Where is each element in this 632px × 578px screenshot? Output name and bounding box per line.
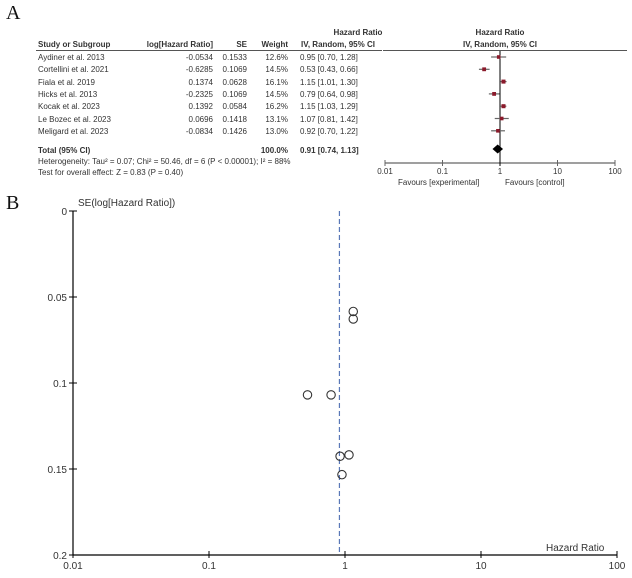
funnel-x-tick-label: 0.01 — [63, 561, 83, 572]
total-ci: 0.91 [0.74, 1.13] — [300, 146, 359, 155]
funnel-x-tick-label: 100 — [608, 561, 626, 572]
weight-value: 12.6% — [265, 53, 288, 62]
loghr-value: -0.6285 — [185, 65, 213, 75]
ci-value: 1.15 [1.03, 1.29] — [300, 102, 358, 112]
se-value: 0.1418 — [222, 114, 247, 124]
funnel-y-tick-label: 0.2 — [53, 551, 67, 562]
col-header-study: Study or Subgroup — [38, 40, 111, 49]
loghr-value: 0.0696 — [188, 114, 213, 124]
study-name: Aydiner et al. 2013 — [38, 53, 105, 62]
favours-experimental-label: Favours [experimental] — [398, 178, 480, 187]
funnel-y-tick-label: 0 — [61, 207, 67, 218]
se-value: 0.1533 — [222, 53, 247, 62]
funnel-study-point — [345, 451, 353, 459]
funnel-x-tick-label: 1 — [342, 561, 348, 572]
loghr-value: 0.1374 — [188, 77, 213, 87]
study-name: Le Bozec et al. 2023 — [38, 114, 111, 124]
ci-value: 1.07 [0.81, 1.42] — [300, 114, 358, 124]
study-name: Hicks et al. 2013 — [38, 89, 98, 99]
funnel-y-tick-label: 0.1 — [53, 379, 67, 390]
ci-group-title: Hazard Ratio — [333, 28, 383, 37]
se-value: 0.0628 — [222, 77, 247, 87]
se-value: 0.1426 — [222, 126, 247, 136]
weight-value: 13.1% — [265, 114, 288, 124]
forest-x-tick-label: 0.01 — [377, 167, 393, 176]
weight-value: 14.5% — [265, 65, 288, 75]
funnel-study-point — [336, 452, 344, 460]
ci-value: 0.92 [0.70, 1.22] — [300, 126, 358, 136]
study-name: Cortellini et al. 2021 — [38, 65, 109, 75]
funnel-study-point — [338, 470, 346, 478]
weight-value: 16.1% — [265, 77, 288, 87]
ci-value: 1.15 [1.01, 1.30] — [300, 77, 358, 87]
forest-x-tick-label: 0.1 — [436, 167, 449, 176]
funnel-x-tick-label: 10 — [475, 561, 487, 572]
heterogeneity-text: Heterogeneity: Tau² = 0.07; Chi² = 50.46, df = 6 (P < 0.00001); I² = 88% — [38, 157, 291, 166]
study-name: Fiala et al. 2019 — [38, 77, 95, 87]
study-name: Meligard et al. 2023 — [38, 126, 109, 136]
col-header-loghr: log[Hazard Ratio] — [146, 40, 213, 49]
loghr-value: -0.0534 — [185, 53, 213, 62]
panel-a-letter: A — [6, 2, 21, 24]
forest-x-tick-label: 10 — [553, 167, 562, 176]
col-header-ci: IV, Random, 95% CI — [301, 40, 375, 49]
overall-effect-text: Test for overall effect: Z = 0.83 (P = 0.40) — [38, 168, 184, 177]
plot-title: Hazard Ratio — [475, 28, 525, 37]
forest-x-tick-label: 100 — [608, 167, 622, 176]
funnel-x-tick-label: 0.1 — [202, 561, 216, 572]
ci-value: 0.53 [0.43, 0.66] — [300, 65, 358, 75]
favours-control-label: Favours [control] — [505, 178, 565, 187]
funnel-x-axis-label: Hazard Ratio — [546, 543, 605, 554]
weight-value: 16.2% — [265, 102, 288, 112]
total-label: Total (95% CI) — [38, 146, 91, 155]
study-name: Kocak et al. 2023 — [38, 102, 100, 112]
ci-value: 0.79 [0.64, 0.98] — [300, 89, 358, 99]
ci-value: 0.95 [0.70, 1.28] — [300, 53, 358, 62]
se-value: 0.1069 — [222, 89, 247, 99]
panel-b-letter: B — [6, 192, 20, 214]
se-value: 0.1069 — [222, 65, 247, 75]
total-weight: 100.0% — [260, 146, 288, 155]
funnel-y-tick-label: 0.05 — [47, 293, 67, 304]
plot-subtitle: IV, Random, 95% CI — [463, 40, 537, 49]
se-value: 0.0584 — [222, 102, 247, 112]
forest-x-tick-label: 1 — [497, 167, 503, 176]
col-header-se: SE — [236, 40, 247, 49]
loghr-value: 0.1392 — [188, 102, 213, 112]
col-header-weight: Weight — [261, 40, 288, 49]
loghr-value: -0.2325 — [185, 89, 213, 99]
funnel-y-tick-label: 0.15 — [47, 465, 67, 476]
weight-value: 13.0% — [265, 126, 288, 136]
funnel-study-point — [303, 391, 311, 399]
funnel-y-axis-label: SE(log[Hazard Ratio]) — [78, 198, 176, 209]
weight-value: 14.5% — [265, 89, 288, 99]
funnel-study-point — [327, 391, 335, 399]
loghr-value: -0.0834 — [185, 126, 213, 136]
